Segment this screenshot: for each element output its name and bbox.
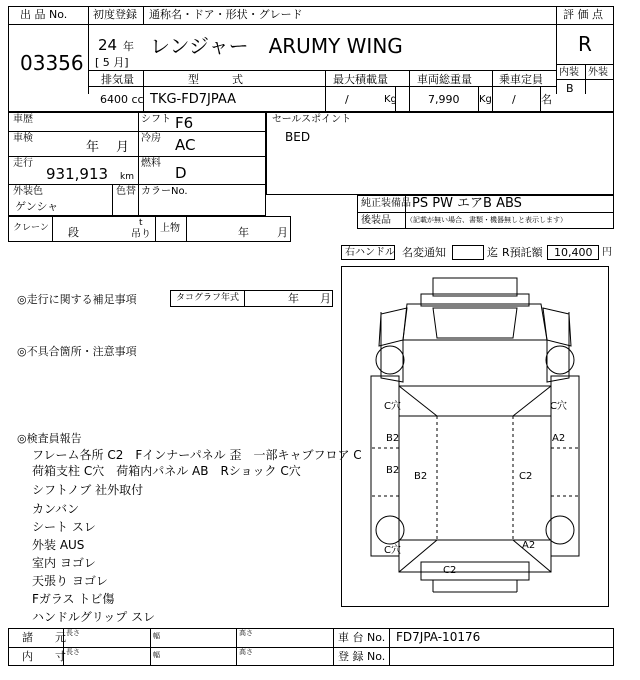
- steering-label: 右ハンドル: [345, 247, 395, 258]
- sales-point-label: セールスポイント: [272, 114, 352, 125]
- damage-mark: C穴: [384, 401, 401, 412]
- mileage-unit: km: [120, 172, 134, 182]
- model-label: 型 式: [188, 73, 243, 86]
- interior-dims-label: 内 寸: [22, 650, 66, 663]
- capacity-unit: 名: [541, 93, 552, 106]
- width-label: 幅: [153, 651, 160, 659]
- inspector-title: ◎検査員報告: [17, 432, 82, 445]
- name-change-box: [452, 245, 484, 260]
- tacho-month: 月: [320, 292, 331, 305]
- car-name: レンジャー ARUMY WING: [150, 34, 403, 58]
- standard-equipment-label: 純正装備品: [361, 198, 411, 209]
- model-value: TKG-FD7JPAA: [150, 92, 236, 107]
- supplement-title: ◎走行に関する補足事項: [17, 293, 137, 306]
- inspector-line: 外装 AUS: [32, 538, 85, 552]
- chassis-label: 車 台 No.: [338, 631, 386, 644]
- width-label: 幅: [153, 632, 160, 640]
- length-label: 長さ: [66, 629, 80, 637]
- crane-stage: 段: [68, 226, 79, 239]
- standard-equipment-value: PS PW エアB ABS: [412, 196, 522, 211]
- ac-label: 冷房: [141, 133, 161, 144]
- crane-label: クレーン: [13, 223, 49, 233]
- damage-mark: C2: [443, 565, 457, 576]
- gross-weight-value: 7,990: [428, 93, 460, 106]
- gross-weight-unit: Kg: [479, 94, 492, 105]
- damage-mark: B2: [386, 433, 400, 444]
- name-change-label: 名変通知: [402, 246, 446, 259]
- crane-tons: t: [139, 218, 143, 228]
- reg-no-label: 登 録 No.: [338, 650, 386, 663]
- reg-month: [ 5 月]: [95, 56, 129, 69]
- max-load-value: /: [345, 93, 349, 106]
- color-label: 外装色: [13, 186, 43, 197]
- inspector-line: シート スレ: [32, 520, 96, 534]
- recycle-unit: 円: [602, 247, 612, 258]
- interior-label: 内装: [559, 67, 579, 78]
- lot-number: 03356: [20, 51, 84, 75]
- inspection-label: 車検: [13, 133, 33, 144]
- crane-month: 月: [277, 226, 288, 239]
- damage-mark: B2: [414, 471, 428, 482]
- displacement-value: 6400 cc: [100, 93, 144, 106]
- name-label: 通称名・ドア・形状・グレード: [149, 8, 303, 21]
- inspection-month: 月: [116, 140, 130, 155]
- inspector-line: 室内 ヨゴレ: [32, 556, 96, 570]
- displacement-label: 排気量: [101, 73, 134, 86]
- damage-mark: A2: [522, 540, 536, 551]
- damage-mark: A2: [552, 433, 566, 444]
- sales-point-value: BED: [285, 130, 311, 144]
- reg-year: 24: [98, 36, 118, 54]
- lot-label: 出 品 No.: [20, 8, 68, 21]
- grade-label: 評 価 点: [563, 8, 603, 21]
- fuel-label: 燃料: [141, 158, 161, 169]
- crane-year: 年: [238, 226, 249, 239]
- inspector-line: フレーム各所 C2 Fインナーパネル 歪 一部キャブフロア C: [32, 448, 362, 462]
- capacity-label: 乗車定員: [499, 73, 543, 86]
- damage-mark: C2: [519, 471, 533, 482]
- damage-mark: B2: [386, 465, 400, 476]
- chassis-value: FD7JPA-10176: [396, 630, 481, 644]
- crane-top-label: 上物: [160, 223, 180, 234]
- color-value: ゲンシャ: [15, 200, 59, 213]
- fuel-value: D: [175, 164, 187, 182]
- aftermarket-label: 後装品: [361, 215, 391, 226]
- length-label: 長さ: [66, 648, 80, 656]
- inspector-line: シフトノブ 社外取付: [32, 483, 144, 497]
- max-load-unit: Kg: [384, 94, 397, 105]
- interior-value: B: [566, 82, 574, 95]
- recycle-value: 10,400: [554, 246, 593, 259]
- damage-mark: C穴: [384, 545, 401, 556]
- inspector-line: ハンドルグリップ スレ: [32, 610, 156, 624]
- ac-value: AC: [175, 136, 196, 154]
- inspector-line: 荷箱支柱 C穴 荷箱内パネル AB Rショック C穴: [32, 464, 301, 478]
- dims-label: 諸 元: [22, 631, 66, 644]
- truck-diagram: [341, 266, 609, 607]
- exterior-label: 外装: [588, 67, 608, 78]
- height-label: 高さ: [239, 629, 253, 637]
- tacho-label: タコグラフ年式: [176, 293, 240, 303]
- inspector-line: 天張り ヨゴレ: [32, 574, 108, 588]
- gross-weight-label: 車両総重量: [417, 73, 472, 86]
- mileage-value: 931,913: [46, 165, 109, 183]
- mileage-label: 走行: [13, 158, 33, 169]
- max-load-label: 最大積載量: [333, 73, 388, 86]
- aftermarket-note: （記載が無い場合、書類・機器無しと表示します）: [406, 216, 567, 224]
- crane-hang: 吊り: [131, 229, 151, 240]
- grade-value: R: [578, 32, 592, 56]
- deadline-label: 迄: [487, 246, 498, 259]
- color-change-label: 色替: [116, 186, 136, 197]
- capacity-value: /: [512, 93, 516, 106]
- first-reg-label: 初度登録: [93, 8, 137, 21]
- recycle-label: R預託額: [502, 246, 543, 259]
- inspector-line: Fガラス トビ傷: [32, 592, 115, 606]
- shift-value: F6: [175, 114, 194, 132]
- damage-mark: C穴: [550, 401, 567, 412]
- inspector-line: カンバン: [32, 502, 80, 516]
- defects-title: ◎不具合箇所・注意事項: [17, 345, 137, 358]
- reg-year-unit: 年: [123, 40, 134, 53]
- inspection-year: 年: [86, 140, 100, 155]
- height-label: 高さ: [239, 648, 253, 656]
- tacho-year: 年: [288, 292, 299, 305]
- history-label: 車歴: [13, 114, 33, 125]
- shift-label: シフト: [141, 114, 171, 125]
- color-no-label: カラーNo.: [141, 186, 188, 197]
